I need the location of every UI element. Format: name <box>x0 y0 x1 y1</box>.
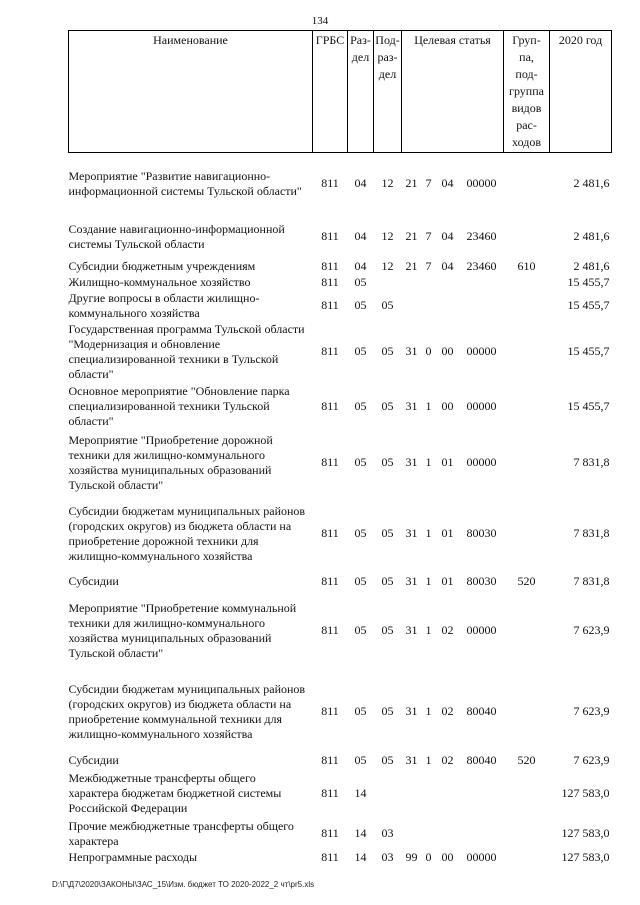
row-grbs: 811 <box>321 298 339 312</box>
table-row <box>69 753 612 769</box>
header-year: 2020 год <box>550 31 612 153</box>
row-razdel: 05 <box>354 275 367 289</box>
row-ts-subprogram: 0 <box>425 850 432 864</box>
row-grbs: 811 <box>321 399 339 413</box>
row-ts-event: 04 <box>441 259 454 273</box>
row-ts-event: 02 <box>441 623 454 637</box>
row-grbs: 811 <box>321 259 339 273</box>
file-path-footer: D:\Г\Д7\2020\ЗАКОНЫ\ЗАС_15\Изм. бюджет ТО 2020-2022_2 чт\pr5.xls <box>52 880 315 889</box>
row-ts-direction: 00000 <box>466 344 497 358</box>
table-row <box>69 383 612 431</box>
row-name: Основное мероприятие "Обновление парка специализированной техники Тульской области" <box>68 384 290 428</box>
table-row <box>69 275 612 291</box>
row-ts-direction <box>460 769 504 819</box>
header-gruppa: Груп- па, под- группа видов рас- ходов <box>504 31 550 153</box>
row-sum-2020: 15 455,7 <box>567 399 610 413</box>
row-podrazdel: 05 <box>381 574 394 588</box>
row-grbs: 811 <box>321 826 339 840</box>
row-ts-event: 01 <box>441 526 454 540</box>
row-ts-event: 01 <box>441 574 454 588</box>
row-sum-2020: 127 583,0 <box>561 826 610 840</box>
row-podrazdel: 05 <box>381 526 394 540</box>
table-header <box>69 31 612 153</box>
row-grbs: 811 <box>321 786 339 800</box>
row-name: Непрограммные расходы <box>68 850 198 864</box>
row-vid-rashodov: 610 <box>517 259 536 273</box>
row-sum-2020: 127 583,0 <box>561 850 610 864</box>
table-row <box>69 819 612 849</box>
row-ts-direction: 00000 <box>466 176 497 191</box>
table-row <box>69 215 612 259</box>
row-razdel: 05 <box>354 526 367 540</box>
row-ts-event: 00 <box>441 344 454 358</box>
row-ts-event: 01 <box>441 455 454 469</box>
row-sum-2020: 127 583,0 <box>561 786 610 800</box>
row-podrazdel: 12 <box>381 176 394 191</box>
row-ts-subprogram: 1 <box>425 753 432 767</box>
row-ts-event <box>436 819 460 849</box>
row-grbs: 811 <box>321 623 339 637</box>
row-podrazdel: 05 <box>381 455 394 469</box>
row-vid-rashodov <box>504 431 550 495</box>
row-razdel: 14 <box>354 786 367 800</box>
row-ts-program: 31 <box>405 704 418 718</box>
row-vid-rashodov <box>504 291 550 321</box>
row-razdel: 14 <box>354 850 367 864</box>
row-sum-2020: 7 623,9 <box>573 623 610 637</box>
row-grbs: 811 <box>321 574 339 588</box>
row-name: Жилищно-коммунальное хозяйство <box>68 275 251 289</box>
row-sum-2020: 15 455,7 <box>567 344 610 358</box>
row-podrazdel <box>374 275 402 291</box>
row-ts-program <box>402 275 422 291</box>
row-ts-program: 31 <box>405 526 418 540</box>
row-vid-rashodov <box>504 769 550 819</box>
row-ts-subprogram <box>422 769 436 819</box>
row-ts-program: 31 <box>405 623 418 637</box>
row-name: Другие вопросы в области жилищно-коммунального хозяйства <box>68 290 260 320</box>
row-ts-event: 00 <box>441 850 454 864</box>
row-ts-event: 04 <box>441 176 454 191</box>
row-grbs: 811 <box>321 526 339 540</box>
row-vid-rashodov <box>504 383 550 431</box>
table-row <box>69 769 612 819</box>
row-ts-program: 21 <box>405 176 418 191</box>
row-name: Мероприятие "Развитие навигационно-информационной системы Тульской области" <box>68 168 302 198</box>
row-podrazdel: 05 <box>381 298 394 312</box>
row-razdel: 05 <box>354 574 367 588</box>
row-vid-rashodov <box>504 495 550 573</box>
budget-table <box>68 30 612 867</box>
table-row <box>69 153 612 215</box>
row-ts-program: 31 <box>405 574 418 588</box>
row-grbs: 811 <box>321 753 339 767</box>
row-ts-subprogram: 1 <box>425 399 432 413</box>
row-vid-rashodov <box>504 321 550 383</box>
row-vid-rashodov <box>504 849 550 867</box>
row-ts-event: 02 <box>441 704 454 718</box>
row-podrazdel: 12 <box>381 259 394 273</box>
row-name: Субсидии бюджетным учреждениям <box>68 259 256 273</box>
header-tselevaya-statya: Целевая статья <box>402 31 504 153</box>
row-razdel: 05 <box>354 753 367 767</box>
row-ts-direction: 80040 <box>466 704 497 718</box>
row-ts-subprogram: 1 <box>425 704 432 718</box>
row-razdel: 05 <box>354 623 367 637</box>
row-ts-program <box>402 769 422 819</box>
row-name: Субсидии <box>68 753 119 767</box>
row-ts-direction <box>460 819 504 849</box>
row-ts-program: 99 <box>405 850 418 864</box>
row-ts-direction: 80030 <box>466 574 497 588</box>
row-vid-rashodov <box>504 275 550 291</box>
table-row <box>69 431 612 495</box>
row-podrazdel: 05 <box>381 753 394 767</box>
row-ts-subprogram <box>422 291 436 321</box>
row-ts-direction: 23460 <box>466 229 497 243</box>
row-ts-subprogram: 1 <box>425 526 432 540</box>
row-ts-event <box>436 291 460 321</box>
row-grbs: 811 <box>321 344 339 358</box>
table-row <box>69 573 612 591</box>
row-razdel: 04 <box>354 176 367 191</box>
row-ts-subprogram: 0 <box>425 344 432 358</box>
row-vid-rashodov <box>504 215 550 259</box>
budget-table-frame <box>68 30 611 867</box>
row-ts-event <box>436 769 460 819</box>
row-ts-program: 31 <box>405 753 418 767</box>
row-ts-subprogram: 7 <box>425 176 432 191</box>
row-ts-direction: 80030 <box>466 526 497 540</box>
row-ts-event <box>436 275 460 291</box>
row-ts-subprogram: 7 <box>425 229 432 243</box>
row-razdel: 05 <box>354 399 367 413</box>
row-vid-rashodov <box>504 671 550 753</box>
row-ts-direction <box>460 291 504 321</box>
row-sum-2020: 2 481,6 <box>573 229 610 243</box>
row-ts-event: 02 <box>441 753 454 767</box>
row-vid-rashodov <box>504 819 550 849</box>
row-ts-program: 31 <box>405 455 418 469</box>
row-name: Мероприятие "Приобретение дорожной техники для жилищно-коммунального хозяйства муниципальных образований Тульской области" <box>68 432 273 492</box>
row-ts-subprogram <box>422 819 436 849</box>
row-razdel: 05 <box>354 344 367 358</box>
table-row <box>69 259 612 275</box>
row-podrazdel: 03 <box>381 826 394 840</box>
row-podrazdel: 12 <box>381 229 394 243</box>
row-razdel: 04 <box>354 229 367 243</box>
row-ts-direction: 00000 <box>466 850 497 864</box>
row-name: Государственная программа Тульской области "Модернизация и обновление специализированной техники в Тульской области" <box>68 321 305 381</box>
row-grbs: 811 <box>321 229 339 243</box>
row-ts-subprogram: 7 <box>425 259 432 273</box>
row-vid-rashodov <box>504 591 550 671</box>
table-row <box>69 591 612 671</box>
row-ts-direction: 00000 <box>466 455 497 469</box>
row-vid-rashodov: 520 <box>517 753 536 767</box>
row-sum-2020: 2 481,6 <box>573 259 610 273</box>
row-grbs: 811 <box>321 176 339 191</box>
row-vid-rashodov: 520 <box>517 574 536 588</box>
row-ts-direction: 00000 <box>466 623 497 637</box>
table-row <box>69 291 612 321</box>
row-ts-program <box>402 291 422 321</box>
row-ts-event: 00 <box>441 399 454 413</box>
row-ts-program <box>402 819 422 849</box>
row-name: Субсидии <box>68 574 119 588</box>
row-name: Субсидии бюджетам муниципальных районов (городских округов) из бюджета области на приобретение коммунальной техники для жилищно-коммунального хозяйства <box>68 681 306 741</box>
row-podrazdel: 05 <box>381 623 394 637</box>
row-ts-subprogram: 1 <box>425 574 432 588</box>
row-razdel: 14 <box>354 826 367 840</box>
header-razdel: Раз- дел <box>348 31 374 153</box>
row-podrazdel: 03 <box>381 850 394 864</box>
row-razdel: 05 <box>354 455 367 469</box>
row-sum-2020: 15 455,7 <box>567 298 610 312</box>
table-row <box>69 495 612 573</box>
row-ts-program: 31 <box>405 399 418 413</box>
row-ts-subprogram <box>422 275 436 291</box>
row-podrazdel <box>374 769 402 819</box>
row-sum-2020: 15 455,7 <box>567 275 610 289</box>
row-name: Мероприятие "Приобретение коммунальной техники для жилищно-коммунального хозяйства муниципальных образований Тульской области" <box>68 600 297 660</box>
row-grbs: 811 <box>321 704 339 718</box>
row-ts-direction: 00000 <box>466 399 497 413</box>
row-sum-2020: 7 831,8 <box>573 526 610 540</box>
row-name: Межбюджетные трансферты общего характера бюджетам бюджетной системы Российской Федерации <box>68 771 282 815</box>
page-number: 134 <box>311 15 329 27</box>
row-ts-event: 04 <box>441 229 454 243</box>
header-podrazdel: Под- раз- дел <box>374 31 402 153</box>
row-sum-2020: 7 623,9 <box>573 704 610 718</box>
table-row <box>69 321 612 383</box>
row-ts-subprogram: 1 <box>425 455 432 469</box>
row-sum-2020: 7 831,8 <box>573 455 610 469</box>
table-row <box>69 671 612 753</box>
header-name: Наименование <box>69 31 313 153</box>
row-ts-direction <box>460 275 504 291</box>
row-ts-program: 21 <box>405 229 418 243</box>
row-razdel: 05 <box>354 298 367 312</box>
row-name: Прочие межбюджетные трансферты общего характера <box>68 818 294 848</box>
row-podrazdel: 05 <box>381 704 394 718</box>
row-sum-2020: 7 623,9 <box>573 753 610 767</box>
header-grbs: ГРБС <box>313 31 348 153</box>
row-grbs: 811 <box>321 850 339 864</box>
row-vid-rashodov <box>504 153 550 215</box>
row-ts-program: 21 <box>405 259 418 273</box>
row-grbs: 811 <box>321 455 339 469</box>
row-ts-program: 31 <box>405 344 418 358</box>
row-podrazdel: 05 <box>381 344 394 358</box>
row-grbs: 811 <box>321 275 339 289</box>
row-razdel: 04 <box>354 259 367 273</box>
table-body <box>69 153 612 867</box>
row-ts-direction: 23460 <box>466 259 497 273</box>
row-ts-subprogram: 1 <box>425 623 432 637</box>
row-name: Субсидии бюджетам муниципальных районов (городских округов) из бюджета области на приобретение дорожной техники для жилищно-коммунального хозяйства <box>68 503 306 563</box>
row-sum-2020: 2 481,6 <box>573 176 610 191</box>
row-sum-2020: 7 831,8 <box>573 574 610 588</box>
row-razdel: 05 <box>354 704 367 718</box>
row-podrazdel: 05 <box>381 399 394 413</box>
table-row <box>69 849 612 867</box>
row-ts-direction: 80040 <box>466 753 497 767</box>
row-name: Создание навигационно-информационной системы Тульской области <box>68 221 285 251</box>
